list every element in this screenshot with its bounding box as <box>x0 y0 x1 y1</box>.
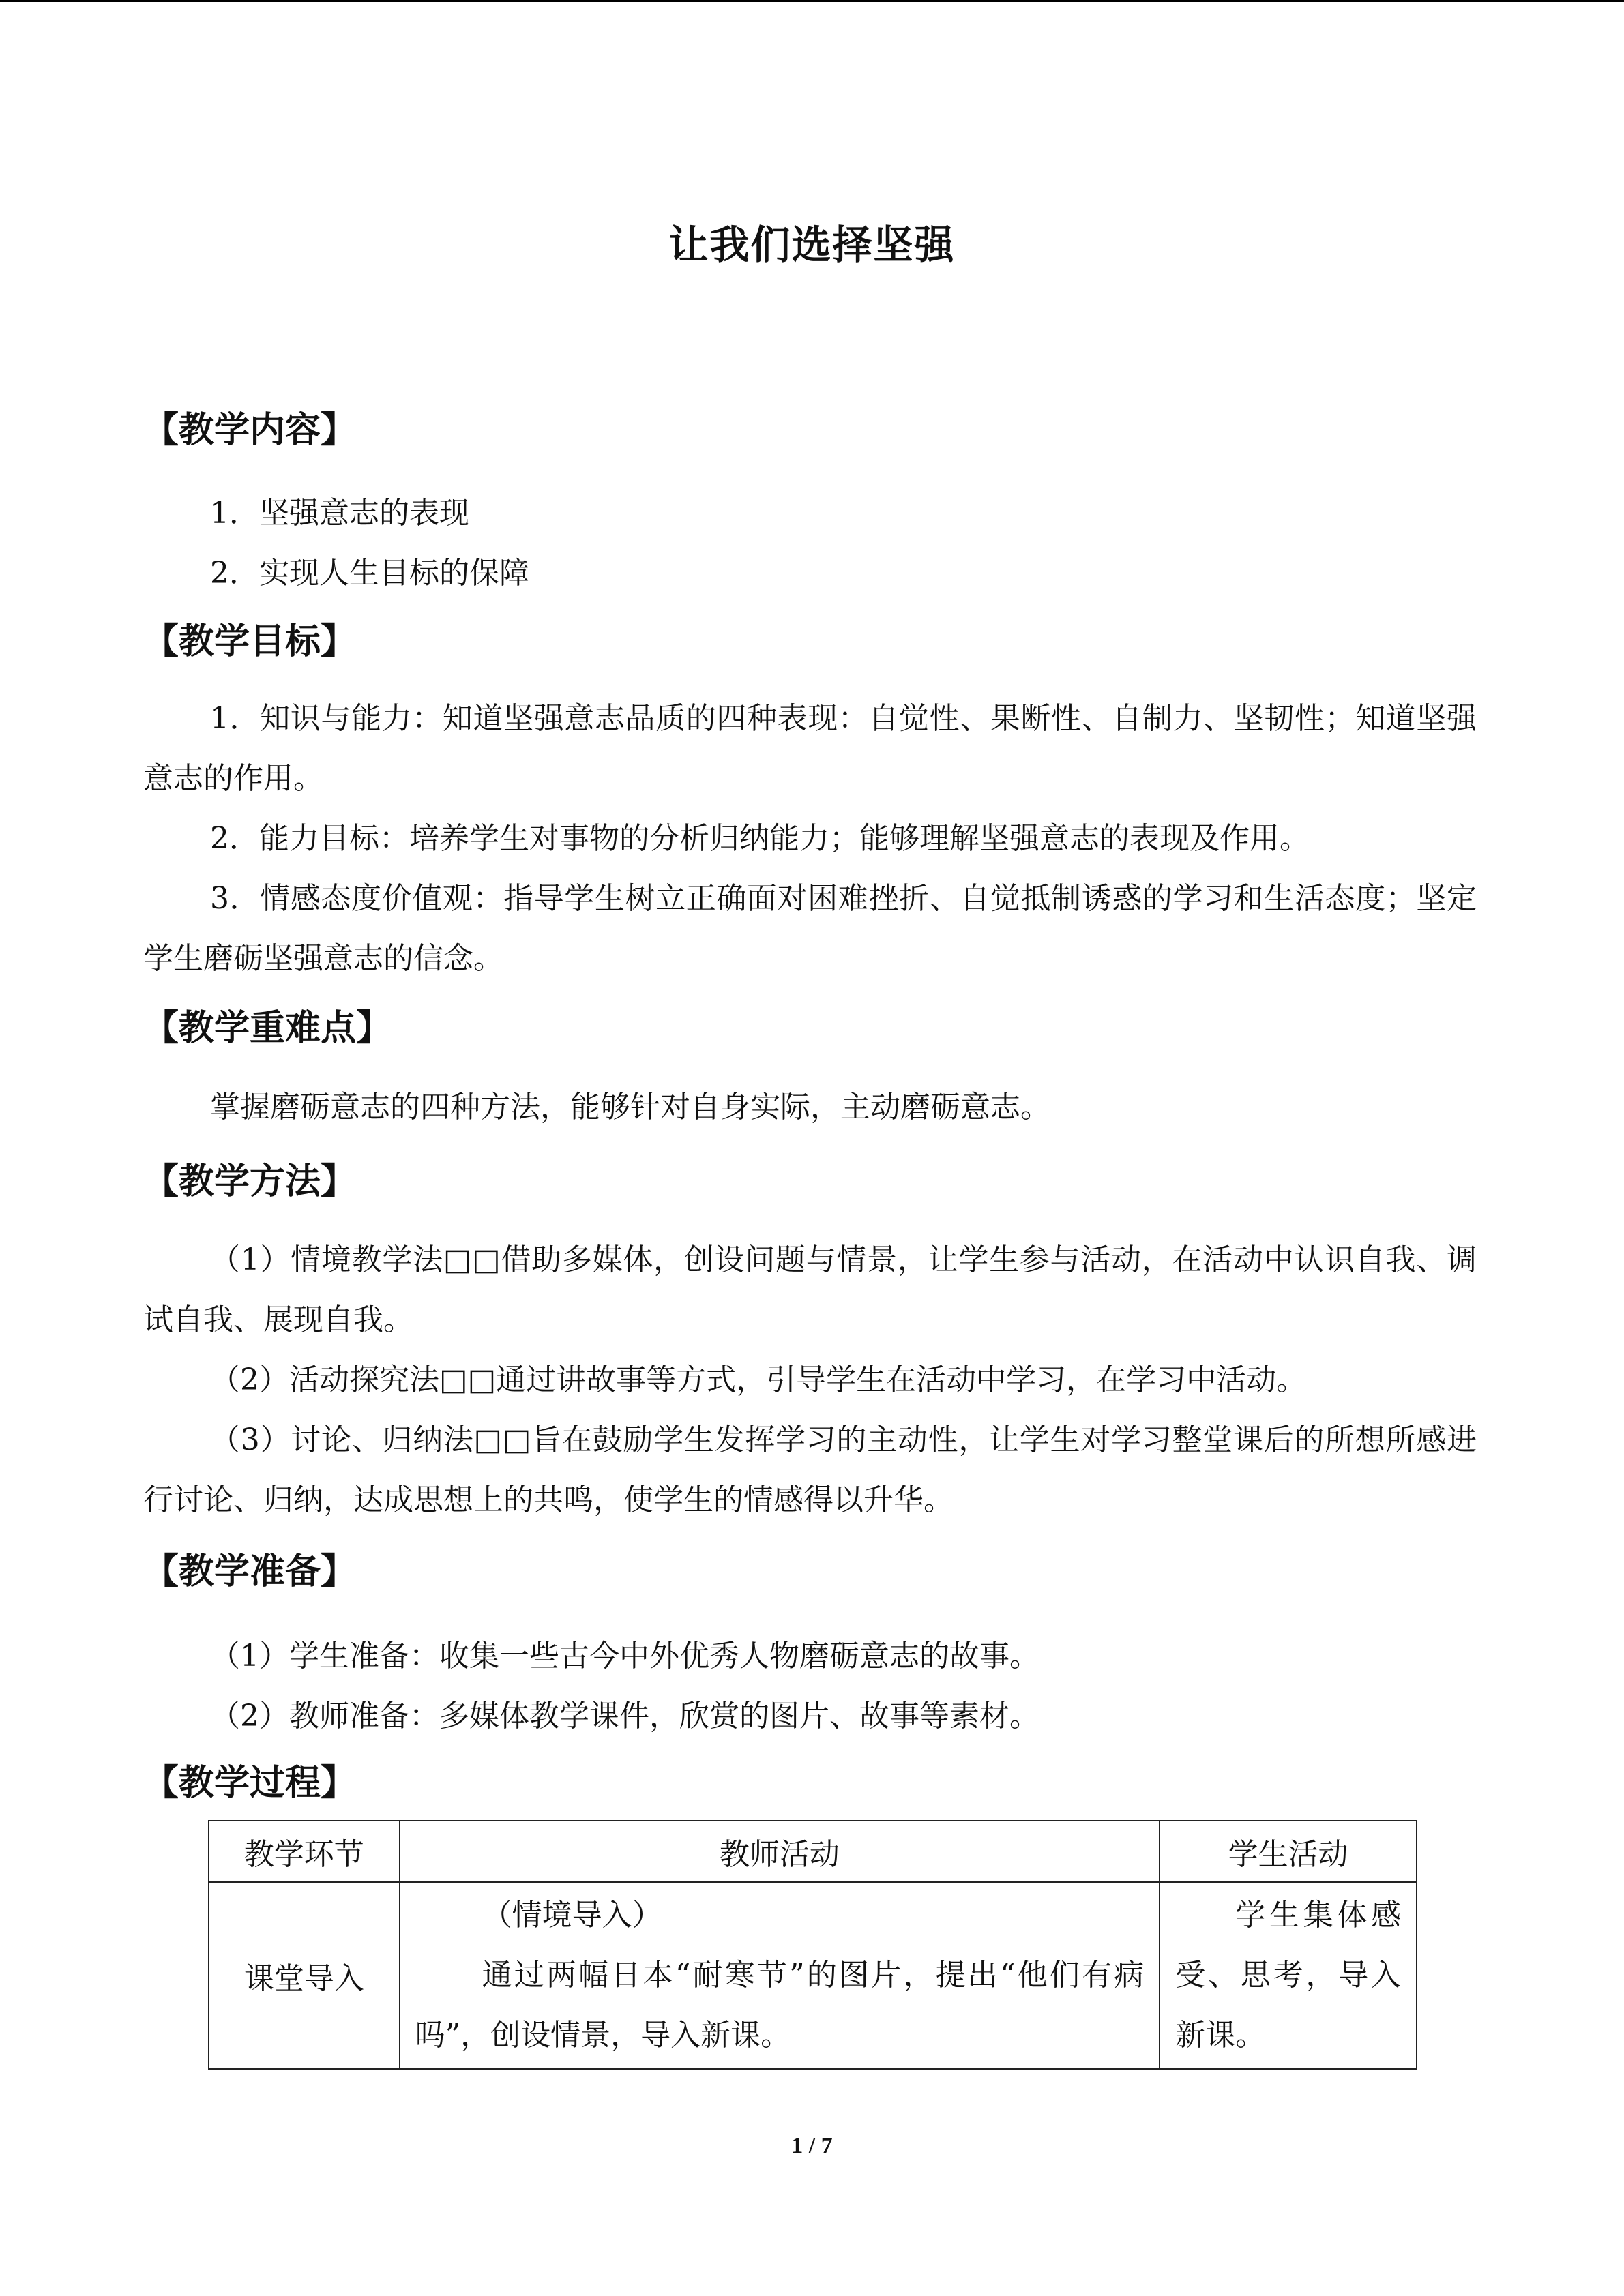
row-student-activity <box>1160 1882 1417 2069</box>
teacher-activity-subtitle: （情境导入） <box>482 1898 662 1933</box>
method-item-2: （2）活动探究法□□通过讲故事等方式，引导学生在活动中学习，在学习中活动。 <box>210 1362 1307 1397</box>
heading-key-points: 【教学重难点】 <box>143 1008 392 1049</box>
document-title: 让我们选择坚强 <box>668 222 956 268</box>
table-header-row <box>209 1821 1417 1882</box>
preparation-item-1: （1）学生准备：收集一些古今中外优秀人物磨砺意志的故事。 <box>210 1639 1039 1673</box>
row-teacher-activity <box>400 1882 1160 2069</box>
heading-goals: 【教学目标】 <box>143 621 357 662</box>
top-border-line <box>0 0 1624 2</box>
heading-preparation: 【教学准备】 <box>143 1551 357 1592</box>
header-student-activity: 学生活动 <box>1160 1821 1417 1882</box>
goal-item-1: 1．知识与能力：知道坚强意志品质的四种表现：自觉性、果断性、自制力、坚韧性；知道坚强意志的作用。 <box>143 701 1477 796</box>
teacher-activity-text: 通过两幅日本“耐寒节”的图片，提出“他们有病吗”，创设情景，导入新课。 <box>415 1958 1145 2053</box>
heading-content: 【教学内容】 <box>143 410 357 451</box>
page-number: 1 / 7 <box>791 2133 833 2158</box>
method-item-1: （1）情境教学法□□借助多媒体，创设问题与情景，让学生参与活动，在活动中认识自我、调试自我、展现自我。 <box>143 1242 1477 1337</box>
goal-item-3: 3．情感态度价值观：指导学生树立正确面对困难挫折、自觉抵制诱惑的学习和生活态度；坚定学生磨砺坚强意志的信念。 <box>143 881 1477 976</box>
preparation-item-2: （2）教师准备：多媒体教学课件，欣赏的图片、故事等素材。 <box>210 1699 1039 1733</box>
content-item-1: 1．坚强意志的表现 <box>210 496 469 531</box>
heading-process: 【教学过程】 <box>143 1763 357 1804</box>
key-points-text: 掌握磨砺意志的四种方法，能够针对自身实际，主动磨砺意志。 <box>210 1090 1050 1124</box>
content-item-2: 2．实现人生目标的保障 <box>210 556 529 591</box>
table-row <box>209 1882 1417 2069</box>
header-stage: 教学环节 <box>209 1821 400 1882</box>
process-table <box>208 1820 1417 2070</box>
heading-methods: 【教学方法】 <box>143 1161 357 1202</box>
goal-item-2: 2．能力目标：培养学生对事物的分析归纳能力；能够理解坚强意志的表现及作用。 <box>210 821 1310 856</box>
row-stage: 课堂导入 <box>209 1882 400 2069</box>
header-teacher-activity: 教师活动 <box>400 1821 1160 1882</box>
student-activity-text: 学生集体感受、思考，导入新课。 <box>1175 1898 1401 2053</box>
method-item-3: （3）讨论、归纳法□□旨在鼓励学生发挥学习的主动性，让学生对学习整堂课后的所想所感进行讨论、归纳，达成思想上的共鸣，使学生的情感得以升华。 <box>143 1422 1477 1517</box>
